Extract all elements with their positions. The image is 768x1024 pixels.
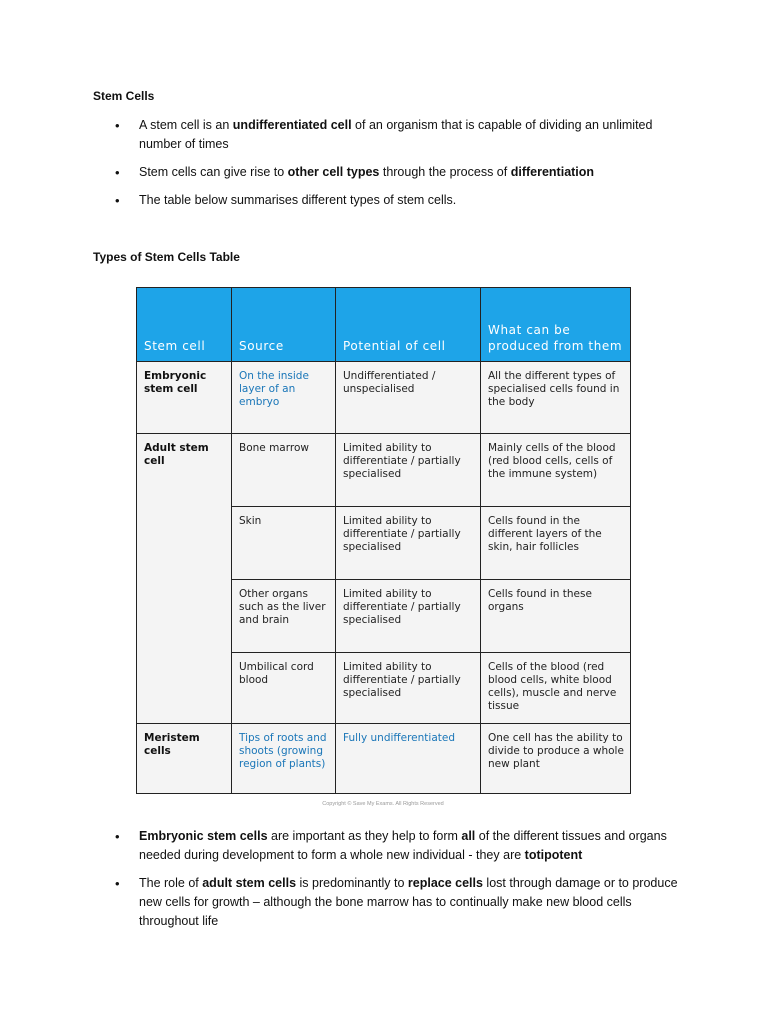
source-cell: Other organs such as the liver and brain (232, 580, 336, 653)
bullet-item (93, 116, 693, 154)
potential-cell: Limited ability to differentiate / partially specialised (336, 580, 481, 653)
potential-cell: Limited ability to differentiate / partially specialised (336, 507, 481, 580)
bullet-item (93, 191, 693, 210)
bullet-item (93, 827, 693, 865)
table-row (137, 724, 631, 794)
produced-cell: Cells found in these organs (481, 580, 631, 653)
table-row (137, 362, 631, 434)
potential-cell: Limited ability to differentiate / partially specialised (336, 653, 481, 724)
source-cell: Skin (232, 507, 336, 580)
summary-bullet-list (93, 827, 693, 940)
source-cell: Bone marrow (232, 434, 336, 507)
source-cell: On the inside layer of an embryo (232, 362, 336, 434)
produced-cell: Mainly cells of the blood (red blood cells, cells of the immune system) (481, 434, 631, 507)
type-cell: Embryonic stem cell (137, 362, 232, 434)
bold-text: Embryonic stem cells (139, 829, 268, 843)
bold-text: differentiation (510, 165, 595, 179)
bold-text: all (461, 829, 476, 843)
source-cell: Tips of roots and shoots (growing region of plants) (232, 724, 336, 794)
bold-text: adult stem cells (202, 876, 297, 890)
text-run: are important as they help to form (267, 829, 462, 843)
produced-cell: All the different types of specialised cells found in the body (481, 362, 631, 434)
potential-cell: Limited ability to differentiate / partially specialised (336, 434, 481, 507)
type-cell: Adult stem cell (137, 434, 232, 724)
bold-text: replace cells (407, 876, 483, 890)
text-run: lost through damage or to produce new cells for growth – although the bone marrow has to continually make new blood cells throughout life (139, 876, 678, 928)
header-source: Source (232, 288, 336, 362)
text-run: Stem cells can give rise to (139, 165, 288, 179)
table-header-row (137, 288, 631, 362)
produced-cell: Cells found in the different layers of the skin, hair follicles (481, 507, 631, 580)
potential-cell: Fully undifferentiated (336, 724, 481, 794)
type-cell: Meristem cells (137, 724, 232, 794)
header-produced: What can be produced from them (481, 288, 631, 362)
table-title: Types of Stem Cells Table (93, 250, 240, 264)
table-row (137, 434, 631, 507)
text-run: of an organism that is capable of dividing an unlimited number of times (139, 118, 653, 151)
bullet-item (93, 874, 693, 931)
intro-bullet-list (93, 116, 693, 219)
bold-text: other cell types (287, 165, 380, 179)
produced-cell: Cells of the blood (red blood cells, white blood cells), muscle and nerve tissue (481, 653, 631, 724)
text-run: is predominantly to (296, 876, 408, 890)
potential-cell: Undifferentiated / unspecialised (336, 362, 481, 434)
text-run: The table below summarises different types of stem cells. (139, 193, 457, 207)
bullet-item (93, 163, 693, 182)
bold-text: undifferentiated cell (232, 118, 352, 132)
text-run: A stem cell is an (139, 118, 233, 132)
produced-cell: One cell has the ability to divide to produce a whole new plant (481, 724, 631, 794)
copyright-caption: Copyright © Save My Exams. All Rights Reserved (322, 801, 444, 807)
header-stem-cell: Stem cell (137, 288, 232, 362)
text-run: The role of (139, 876, 203, 890)
text-run: through the process of (379, 165, 511, 179)
source-cell: Umbilical cord blood (232, 653, 336, 724)
section-title: Stem Cells (93, 89, 155, 103)
header-potential: Potential of cell (336, 288, 481, 362)
text-run: of the different tissues and organs needed during development to form a whole new individual - they are (139, 829, 667, 862)
bold-text: totipotent (524, 848, 583, 862)
stem-cells-table (136, 287, 631, 794)
